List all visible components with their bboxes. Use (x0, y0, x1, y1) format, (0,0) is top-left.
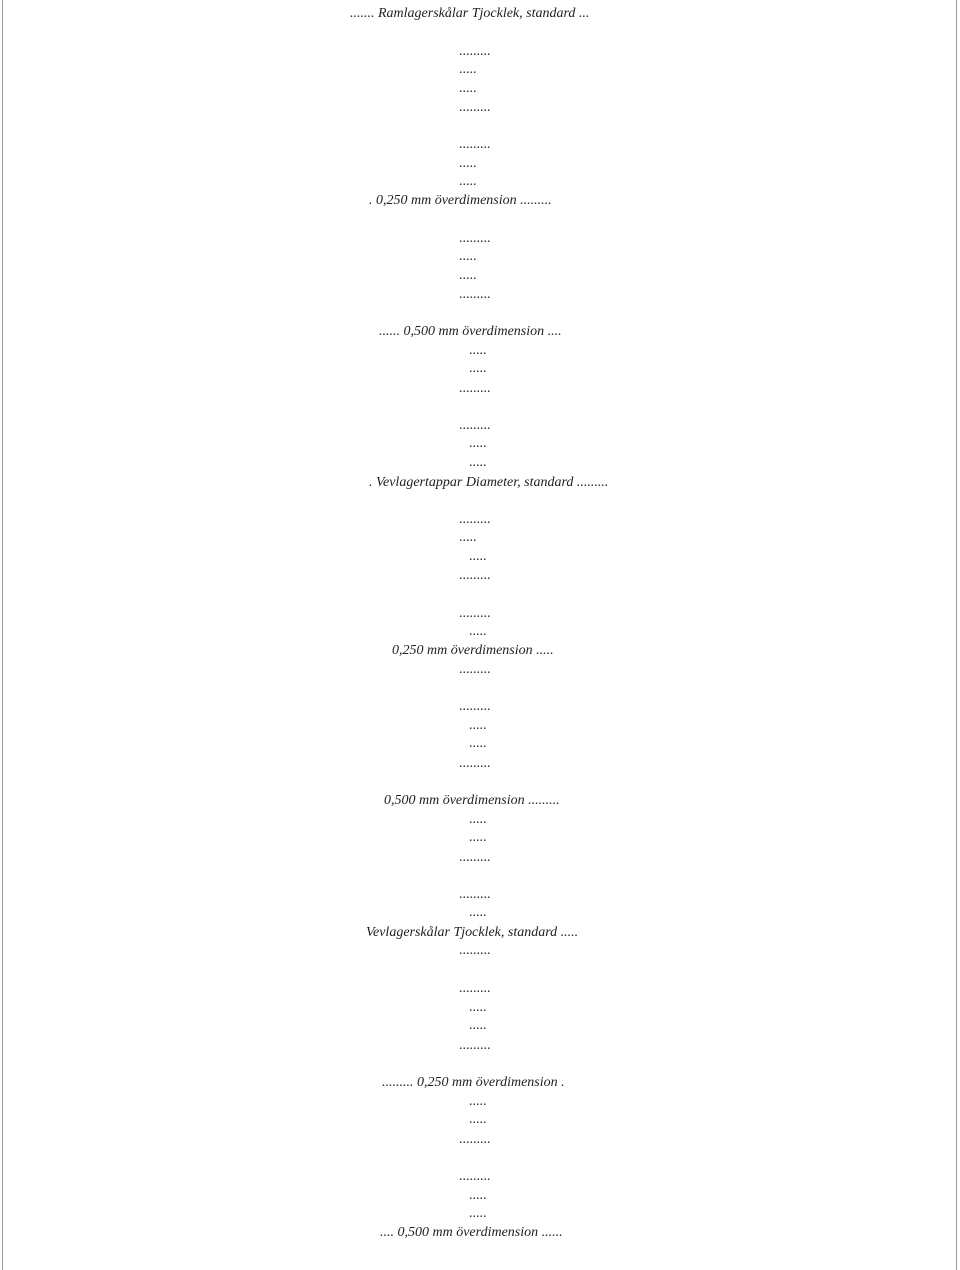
left-border-rule (2, 0, 3, 1270)
section-heading-line: . 0,250 mm överdimension ......... (369, 193, 552, 208)
dot-leader-line: ..... (469, 736, 487, 751)
dot-leader-line: ..... (459, 268, 477, 283)
dot-leader-line: ..... (459, 62, 477, 77)
dot-leader-line: ......... (459, 568, 491, 583)
dot-leader-line: ......... (459, 418, 491, 433)
section-heading-line: Vevlagerskålar Tjocklek, standard ..... (366, 925, 579, 940)
dot-leader-line: ..... (459, 81, 477, 96)
dot-leader-line: ..... (469, 1206, 487, 1221)
dot-leader-line: ..... (469, 1018, 487, 1033)
section-heading-line: ...... 0,500 mm överdimension .... (379, 324, 562, 339)
dot-leader-line: ..... (469, 1112, 487, 1127)
section-heading-line: ....... Ramlagerskålar Tjocklek, standard ... (350, 6, 590, 21)
dot-leader-line: ..... (469, 455, 487, 470)
dot-leader-line: ..... (469, 905, 487, 920)
dot-leader-line: ......... (459, 662, 491, 677)
dot-leader-line: ......... (459, 850, 491, 865)
dot-leader-line: ..... (469, 343, 487, 358)
dot-leader-line: ......... (459, 512, 491, 527)
right-border-rule (956, 0, 957, 1270)
dot-leader-line: ......... (459, 981, 491, 996)
dot-leader-line: ..... (469, 812, 487, 827)
dot-leader-line: ......... (459, 44, 491, 59)
dot-leader-line: ..... (459, 249, 477, 264)
dot-leader-line: ......... (459, 1132, 491, 1147)
dot-leader-line: ......... (459, 1169, 491, 1184)
dot-leader-line: ..... (469, 1188, 487, 1203)
dot-leader-line: ......... (459, 887, 491, 902)
section-heading-line: 0,250 mm överdimension ..... (392, 643, 554, 658)
dot-leader-line: ..... (469, 549, 487, 564)
dot-leader-line: ......... (459, 699, 491, 714)
dot-leader-line: ..... (469, 718, 487, 733)
dot-leader-line: ......... (459, 137, 491, 152)
dot-leader-line: ..... (459, 530, 477, 545)
dot-leader-line: ......... (459, 606, 491, 621)
dot-leader-line: ..... (469, 436, 487, 451)
dot-leader-line: ......... (459, 381, 491, 396)
dot-leader-line: ......... (459, 231, 491, 246)
dot-leader-line: ......... (459, 1038, 491, 1053)
dot-leader-line: ......... (459, 100, 491, 115)
section-heading-line: 0,500 mm överdimension ......... (384, 793, 560, 808)
dot-leader-line: ......... (459, 287, 491, 302)
dot-leader-line: ......... (459, 756, 491, 771)
section-heading-line: . Vevlagertappar Diameter, standard ......... (369, 475, 609, 490)
dot-leader-line: ..... (469, 1000, 487, 1015)
dot-leader-line: ......... (459, 943, 491, 958)
dot-leader-line: ..... (459, 156, 477, 171)
section-heading-line: ......... 0,250 mm överdimension . (382, 1075, 565, 1090)
dot-leader-line: ..... (469, 361, 487, 376)
dot-leader-line: ..... (459, 174, 477, 189)
dot-leader-line: ..... (469, 1094, 487, 1109)
dot-leader-line: ..... (469, 830, 487, 845)
section-heading-line: .... 0,500 mm överdimension ...... (380, 1225, 563, 1240)
dot-leader-line: ..... (469, 624, 487, 639)
